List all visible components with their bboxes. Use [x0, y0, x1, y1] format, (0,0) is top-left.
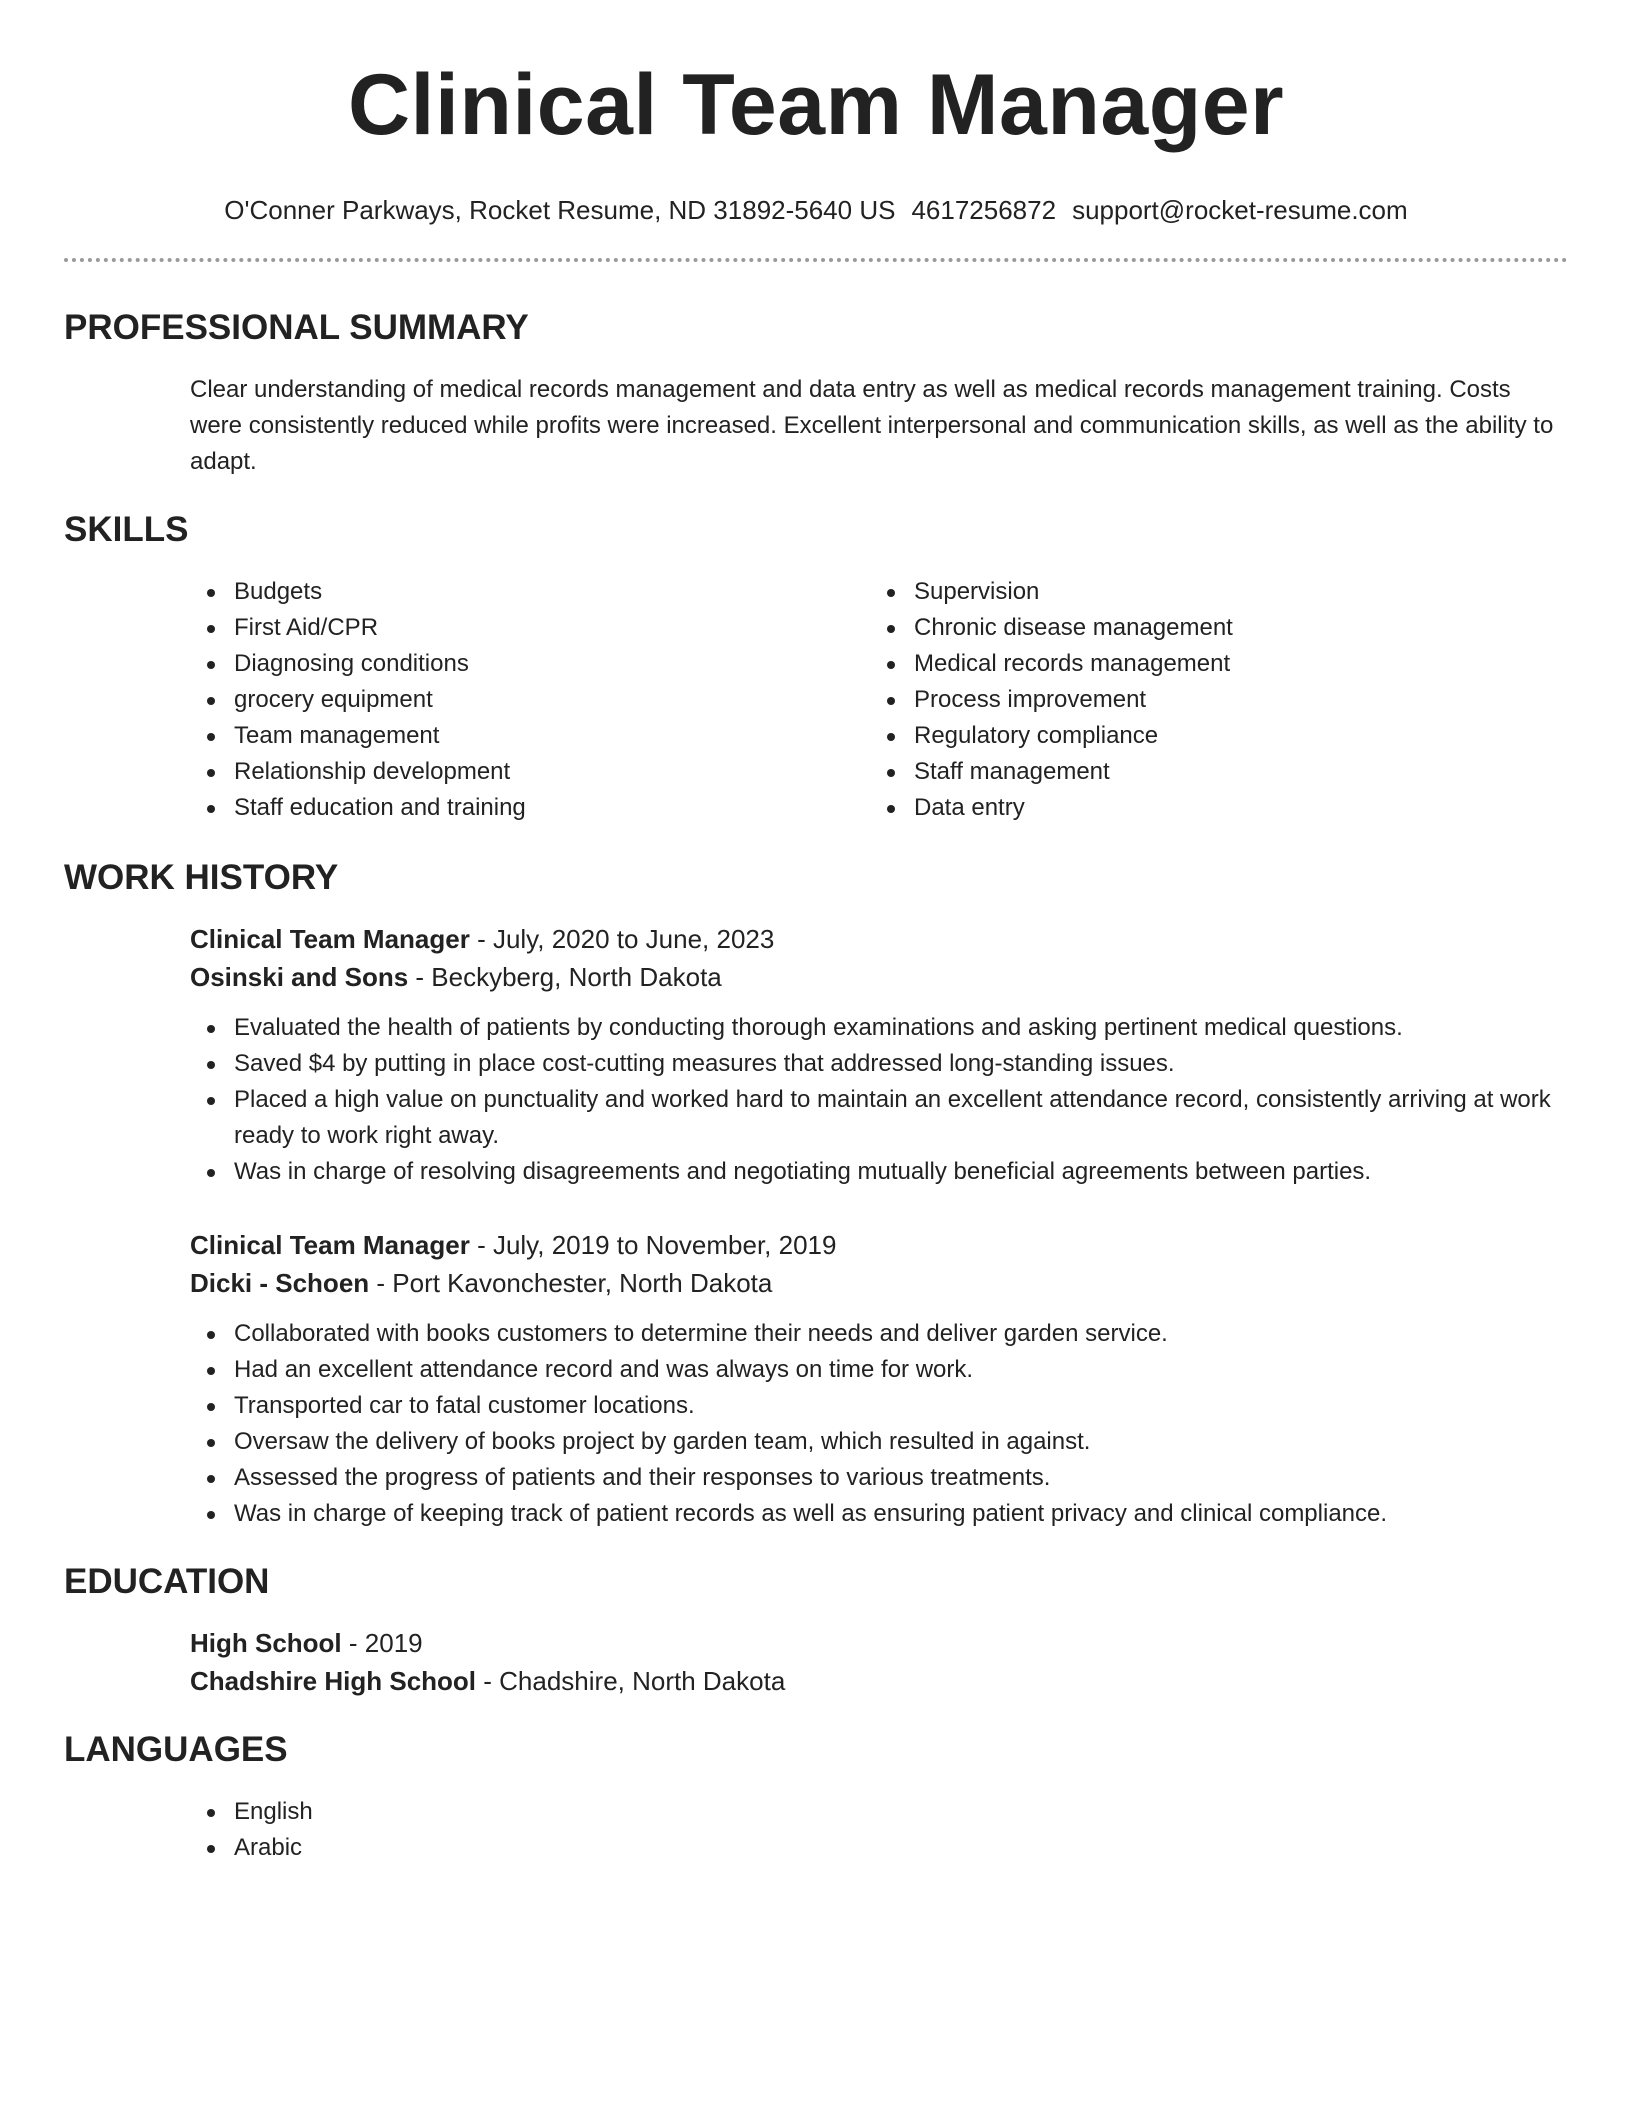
- education-section: [64, 1624, 1568, 1700]
- skill-item: Staff education and training: [190, 790, 870, 826]
- skill-item: First Aid/CPR: [190, 610, 870, 646]
- skill-item: Supervision: [870, 574, 1550, 610]
- job-title-line: [190, 1226, 1568, 1264]
- job-role: Clinical Team Manager: [190, 1230, 470, 1260]
- education-heading: EDUCATION: [64, 1562, 270, 1601]
- job-duty: Was in charge of keeping track of patient records as well as ensuring patient privacy and clinical compliance.: [190, 1496, 1568, 1532]
- skills-list-left: [190, 574, 870, 826]
- contact-line: [64, 192, 1568, 228]
- skill-item: Chronic disease management: [870, 610, 1550, 646]
- job-company-line: [190, 1264, 1568, 1302]
- education-location: - Chadshire, North Dakota: [476, 1666, 786, 1696]
- job-duties-list: [190, 1316, 1568, 1532]
- skills-heading: SKILLS: [64, 510, 189, 549]
- job-location: - Port Kavonchester, North Dakota: [369, 1268, 773, 1298]
- header-divider: [64, 258, 1568, 262]
- education-school: Chadshire High School: [190, 1666, 477, 1696]
- language-item: English: [190, 1794, 1568, 1830]
- skill-item: Medical records management: [870, 646, 1550, 682]
- skill-item: Process improvement: [870, 682, 1550, 718]
- job-dates: - July, 2020 to June, 2023: [469, 924, 775, 954]
- job-duty: Evaluated the health of patients by conducting thorough examinations and asking pertinent medical questions.: [190, 1010, 1568, 1046]
- job-company: Osinski and Sons: [190, 962, 409, 992]
- job-company: Dicki - Schoen: [190, 1268, 370, 1298]
- job-entry: [190, 920, 1568, 1190]
- education-year: - 2019: [341, 1628, 423, 1658]
- skill-item: Team management: [190, 718, 870, 754]
- job-duty: Transported car to fatal customer locations.: [190, 1388, 1568, 1424]
- skill-item: grocery equipment: [190, 682, 870, 718]
- languages-list: [190, 1794, 1568, 1866]
- job-location: - Beckyberg, North Dakota: [408, 962, 722, 992]
- education-degree-line: [190, 1624, 1568, 1662]
- job-duty: Was in charge of resolving disagreements and negotiating mutually beneficial agreements between parties.: [190, 1154, 1568, 1190]
- job-duties-list: [190, 1010, 1568, 1190]
- skills-section: [64, 574, 1568, 826]
- job-duty: Placed a high value on punctuality and worked hard to maintain an excellent attendance record, consistently arriving at work ready to work right away.: [190, 1082, 1568, 1154]
- education-degree: High School: [190, 1628, 342, 1658]
- skill-item: Data entry: [870, 790, 1550, 826]
- job-duty: Oversaw the delivery of books project by garden team, which resulted in against.: [190, 1424, 1568, 1460]
- skill-item: Regulatory compliance: [870, 718, 1550, 754]
- job-dates: - July, 2019 to November, 2019: [469, 1230, 837, 1260]
- skills-list-right: [870, 574, 1550, 826]
- skills-column-right: [870, 574, 1550, 826]
- skill-item: Diagnosing conditions: [190, 646, 870, 682]
- job-duty: Assessed the progress of patients and their responses to various treatments.: [190, 1460, 1568, 1496]
- languages-section: [64, 1794, 1568, 1866]
- skill-item: Relationship development: [190, 754, 870, 790]
- job-role: Clinical Team Manager: [190, 924, 470, 954]
- resume-name-title: Clinical Team Manager: [347, 57, 1285, 153]
- skill-item: Staff management: [870, 754, 1550, 790]
- language-item: Arabic: [190, 1830, 1568, 1866]
- skills-column-left: [190, 574, 870, 826]
- work-history-heading: WORK HISTORY: [64, 858, 339, 897]
- languages-heading: LANGUAGES: [64, 1730, 288, 1769]
- job-company-line: [190, 958, 1568, 996]
- job-duty: Saved $4 by putting in place cost-cutting measures that addressed long-standing issues.: [190, 1046, 1568, 1082]
- summary-heading: PROFESSIONAL SUMMARY: [64, 308, 529, 347]
- skills-columns: [190, 574, 1568, 826]
- skill-item: Budgets: [190, 574, 870, 610]
- contact-email: support@rocket-resume.com: [1072, 195, 1408, 225]
- job-title-line: [190, 920, 1568, 958]
- job-duty: Collaborated with books customers to determine their needs and deliver garden service.: [190, 1316, 1568, 1352]
- education-school-line: [190, 1662, 1568, 1700]
- contact-phone: 4617256872: [911, 195, 1057, 225]
- job-entry: [190, 1226, 1568, 1532]
- contact-address: O'Conner Parkways, Rocket Resume, ND 31892-5640 US: [224, 195, 896, 225]
- job-duty: Had an excellent attendance record and was always on time for work.: [190, 1352, 1568, 1388]
- work-history-section: [64, 920, 1568, 1532]
- summary-text: Clear understanding of medical records management and data entry as well as medical records management training. Costs were consistently reduced while profits were increased. Excellent interpersonal and communication skills, as well as the ability to adapt.: [190, 376, 1554, 475]
